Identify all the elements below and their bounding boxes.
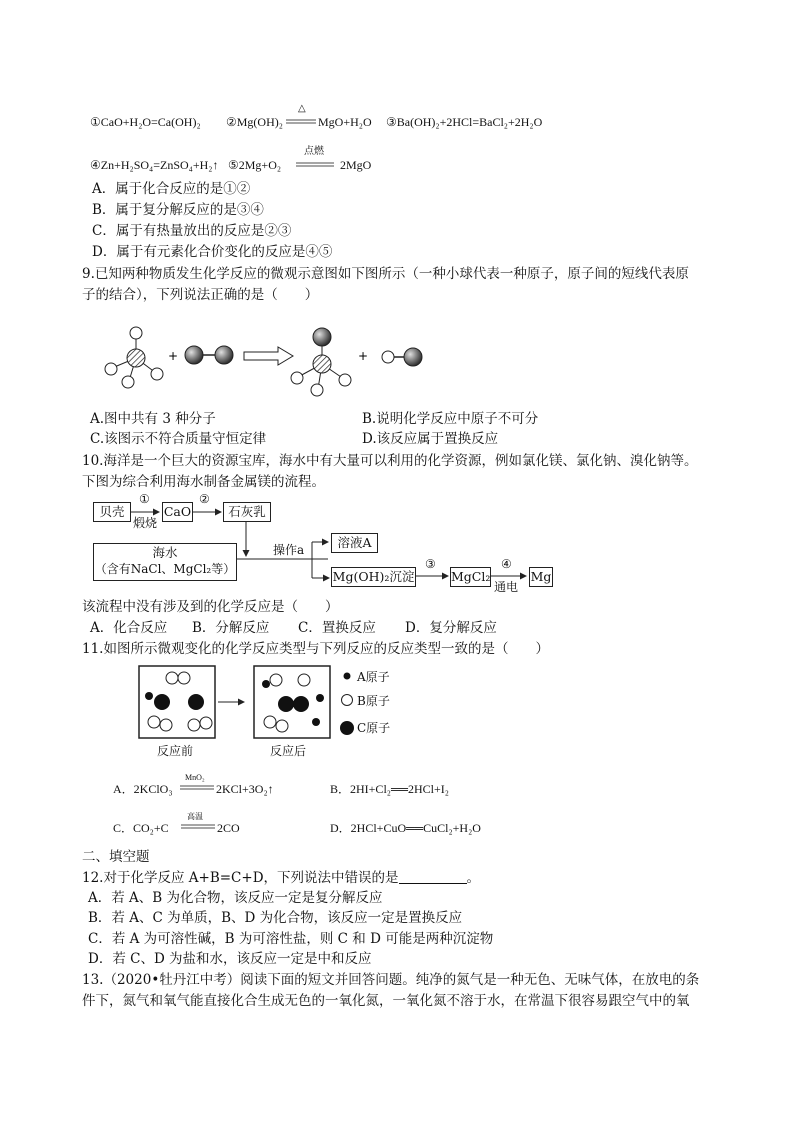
plus-sign-2: + [358,349,369,363]
label-before-reaction: 反应前 [157,744,194,758]
q12-option-a: A．若 A、B 为化合物，该反应一定是复分解反应 [88,890,383,906]
q10-question: 该流程中没有涉及到的化学反应是（ ） [82,599,339,615]
q10-stem-line2: 下图为综合利用海水制备金属镁的流程。 [82,474,325,490]
legend-a-label: A原子 [357,670,390,684]
equation-2-left: ②Mg(OH)₂ [226,115,283,129]
equation-4: ④Zn+H₂SO₄=ZnSO₄+H₂↑ [90,158,219,172]
q11-option-c-right: 2CO [217,821,240,835]
seawater-contents: （含有NaCl、MgCl₂等） [94,562,236,576]
q8-option-c: C．属于有热量放出的反应是②③ [92,223,292,239]
seawater-label: 海水 [152,545,178,560]
equation-3: ③Ba(OH)₂+2HCl=BaCl₂+2H₂O [386,115,543,129]
q8-option-b: B．属于复分解反应的是③④ [92,202,264,218]
flow-step-1: ① [139,492,150,506]
q11-option-c-double-line [181,824,217,830]
q9-option-c: C.该图示不符合质量守恒定律 [90,431,267,447]
flow-cao-box: CaO [162,502,193,522]
reaction-after-box [254,666,330,738]
q12-stem-text: 12.对于化学反应 A+B=C+D，下列说法中错误的是 [82,870,399,886]
label-after-reaction: 反应后 [270,744,307,758]
q11-option-d: D．2HCl+CuO══CuCl₂+H₂O [330,821,481,835]
flow-shell-box: 贝壳 [93,502,131,522]
q11-option-a-left: A．2KClO₃ [113,782,173,796]
q12-stem [82,869,480,887]
q12-option-b: B．若 A、C 为单质，B、D 为化合物，该反应一定是置换反应 [88,910,463,926]
equation-5-left: ⑤2Mg+O₂ [228,158,282,172]
q10-option-c: C．置换反应 [298,620,376,636]
q11-option-b: B．2HI+Cl₂══2HCl+I₂ [330,782,449,796]
q11-option-a-catalyst: MnO₂ [185,773,205,782]
reaction-before-box [139,666,215,738]
flow-precipitate-box: Mg(OH)₂沉淀 [331,567,416,587]
flow-limemilk-box: 石灰乳 [223,502,271,522]
q12-option-c: C．若 A 为可溶性碱，B 为可溶性盐，则 C 和 D 可能是两种沉淀物 [88,931,494,947]
q9-stem-line2: 子的结合），下列说法正确的是（ ） [82,287,319,303]
legend-b-label: B原子 [357,694,390,708]
flow-seawater-box [93,543,237,581]
q9-option-a: A.图中共有 3 种分子 [90,411,216,427]
flow-calcine-label: 煅烧 [133,516,158,530]
plus-sign-1: + [168,349,179,363]
legend-c-marker [340,721,354,735]
flow-solution-a-box: 溶液A [331,533,378,553]
q10-stem-line1: 10.海洋是一个巨大的资源宝库，海水中有大量可以利用的化学资源，例如氯化镁、氯化钠、溴化钠等。 [82,453,698,469]
flow-step-3: ③ [425,557,436,571]
q11-option-a-right: 2KCl+3O₂↑ [216,782,274,796]
q10-option-a: A．化合反应 [90,620,168,636]
flow-operation-a: 操作a [273,543,305,557]
section-fill-in-title: 二、填空题 [82,849,150,865]
equation-5-condition: 点燃 [304,146,324,157]
q11-stem: 11.如图所示微观变化的化学反应类型与下列反应的反应类型一致的是（ ） [82,641,549,657]
q12-stem-end: 。 [466,870,481,886]
flow-mgcl2-box: MgCl₂ [450,567,491,587]
flow-step-2: ② [199,492,210,506]
q8-option-a: A．属于化合反应的是①② [92,181,251,197]
legend-c-label: C原子 [357,721,391,735]
q9-option-b: B.说明化学反应中原子不可分 [362,411,539,427]
equation-1: ①CaO+H₂O=Ca(OH)₂ [90,115,201,129]
equation-2-right: MgO+H₂O [318,115,372,129]
q9-option-d: D.该反应属于置换反应 [362,431,499,447]
q12-answer-blank[interactable] [399,871,467,884]
legend-a-marker [344,673,351,680]
q13-line2: 件下，氮气和氧气能直接化合生成无色的一氧化氮，一氧化氮不溶于水，在常温下很容易跟空气中的氧 [82,993,690,1009]
legend-b-marker [342,695,353,706]
q9-stem-line1: 9.已知两种物质发生化学反应的微观示意图如下图所示（一种小球代表一种原子，原子间的短线代表原 [82,266,689,282]
flow-step-4: ④ [501,557,512,571]
q12-option-d: D．若 C、D 为盐和水，该反应一定是中和反应 [88,951,372,967]
q11-option-a-double-line [180,785,216,791]
flow-electrify-label: 通电 [494,580,519,594]
flow-mg-box: Mg [529,567,553,587]
q13-line1: 13.（2020•牡丹江中考）阅读下面的短文并回答问题。纯净的氮气是一种无色、无味气体，在放电的条 [82,972,700,988]
q10-option-d: D．复分解反应 [405,620,497,636]
equation-5-right: 2MgO [340,158,372,172]
equation-2-condition: △ [298,103,306,114]
q8-option-d: D．属于有元素化合价变化的反应是④⑤ [92,244,333,260]
q11-option-c-left: C．CO₂+C [113,821,169,835]
q11-option-c-condition: 高温 [187,812,203,821]
q10-option-b: B．分解反应 [192,620,270,636]
